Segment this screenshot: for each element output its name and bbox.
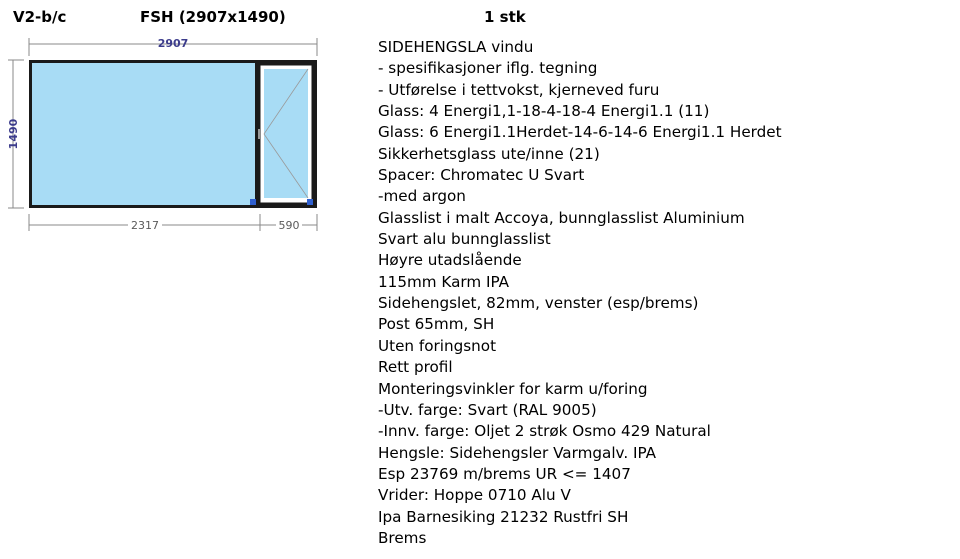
opening-sash-glass [264, 69, 308, 198]
spec-line: Sidehengslet, 82mm, venster (esp/brems) [378, 294, 699, 313]
spec-line: Esp 23769 m/brems UR <= 1407 [378, 464, 631, 483]
spec-line: Rett profil [378, 358, 453, 377]
top-dimension [29, 37, 317, 56]
position-id: V2-b/c [13, 8, 67, 26]
spec-line: Uten foringsnot [378, 336, 497, 355]
spec-line: Hengsle: Sidehengsler Varmgalv. IPA [378, 443, 657, 462]
spec-line: Monteringsvinkler for karm u/foring [378, 379, 648, 398]
left-dimension [7, 60, 24, 208]
height-dimension-label: 1490 [7, 118, 20, 150]
spec-line: Ipa Barnesiking 21232 Rustfri SH [378, 507, 629, 526]
window-type-size: FSH (2907x1490) [140, 8, 286, 26]
spec-line: Glass: 4 Energi1,1-18-4-18-4 Energi1.1 (11) [378, 102, 710, 121]
window-drawing [0, 30, 340, 240]
width-dimension-label: 2907 [157, 37, 189, 50]
spec-line: Spacer: Chromatec U Svart [378, 166, 585, 185]
spec-line: - Utførelse i tettvokst, kjerneved furu [378, 80, 660, 99]
spec-line: Glass: 6 Energi1.1Herdet-14-6-14-6 Energi1.1 Herdet [378, 123, 782, 142]
fitting-marker-icon [307, 199, 313, 205]
quantity: 1 stk [484, 8, 526, 26]
spec-line: Sikkerhetsglass ute/inne (21) [378, 144, 600, 163]
fixed-pane-glass [32, 63, 255, 205]
spec-line: - spesifikasjoner iflg. tegning [378, 59, 598, 78]
left-section-dimension-label: 2317 [131, 219, 159, 232]
spec-line: -Innv. farge: Oljet 2 strøk Osmo 429 Natural [378, 422, 711, 441]
spec-line: SIDEHENGSLA vindu [378, 38, 534, 56]
fitting-marker-icon [250, 199, 256, 205]
spec-line: Post 65mm, SH [378, 315, 495, 334]
handle-mark [258, 129, 260, 139]
spec-line: Glasslist i malt Accoya, bunnglasslist Aluminium [378, 208, 745, 227]
spec-line: -Utv. farge: Svart (RAL 9005) [378, 400, 597, 419]
bottom-dimension [29, 214, 317, 232]
spec-line: Brems [378, 528, 427, 547]
spec-line: Vrider: Hoppe 0710 Alu V [378, 486, 571, 505]
spec-line: Høyre utadslående [378, 251, 522, 270]
right-section-dimension-label: 590 [278, 219, 300, 232]
spec-line: Svart alu bunnglasslist [378, 230, 551, 249]
window-frame [29, 60, 317, 208]
spec-line: 115mm Karm IPA [378, 272, 510, 291]
specification-list [378, 37, 782, 549]
spec-line: -med argon [378, 187, 466, 206]
